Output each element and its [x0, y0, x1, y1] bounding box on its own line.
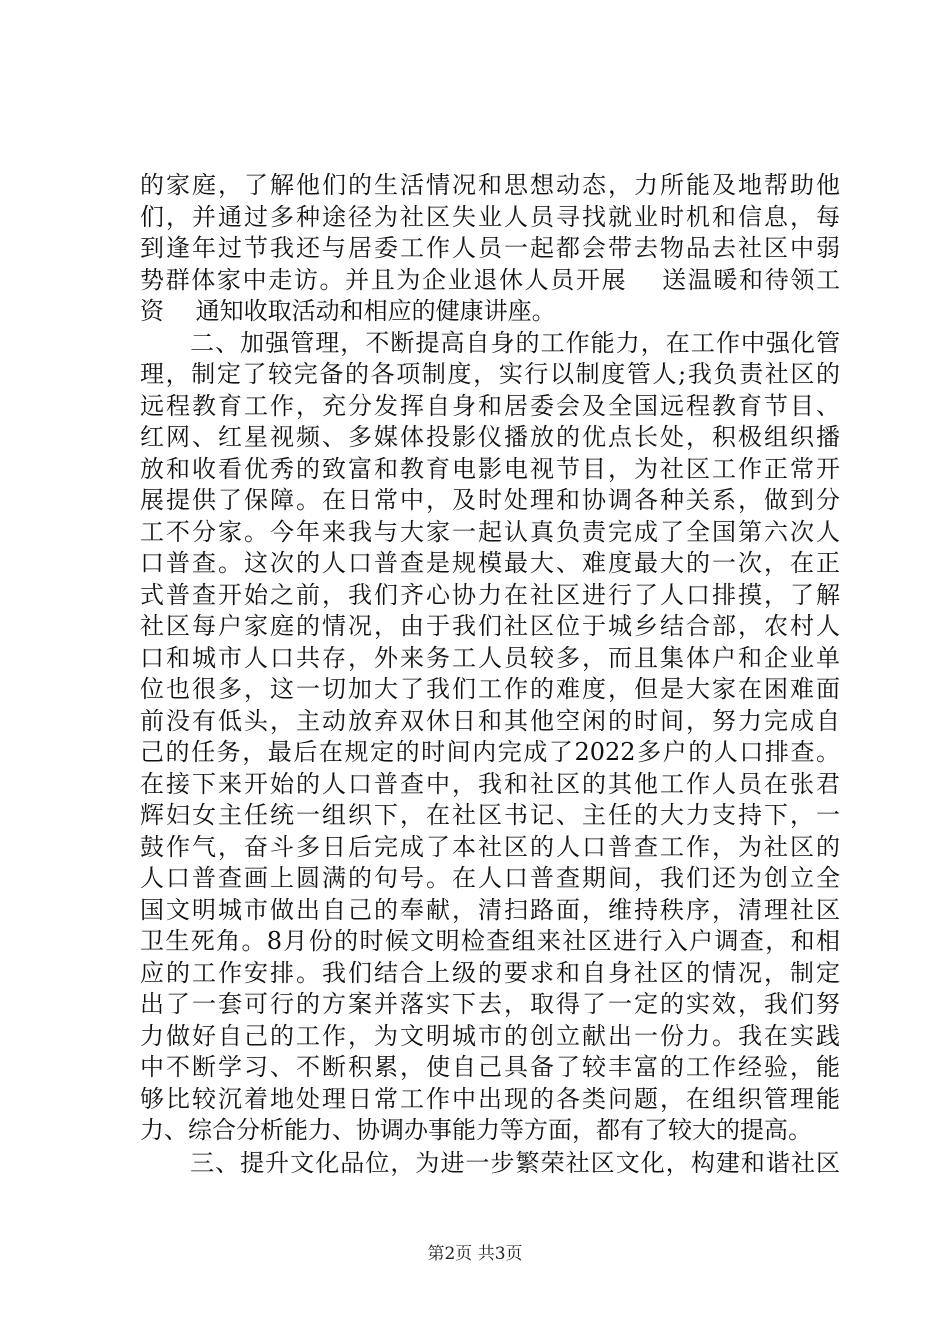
text-line: 口和城市人口共存，外来务工人员较多，而且集体户和企业单: [140, 643, 840, 672]
text-line: 己的任务，最后在规定的时间内完成了2022多户的人口排查。: [140, 738, 840, 766]
text-line: 红网、红星视频、多媒体投影仪播放的优点长处，积极组织播: [140, 423, 840, 451]
text-line: 鼓作气，奋斗多日后完成了本社区的人口普查工作，为社区的: [140, 832, 840, 861]
text-line: 社区每户家庭的情况，由于我们社区位于城乡结合部，农村人: [140, 612, 840, 640]
text-line: 人口普查画上圆满的句号。在人口普查期间，我们还为创立全: [140, 864, 840, 892]
text-line: 势群体家中走访。并且为企业退休人员开展 送温暖和待领工: [140, 265, 840, 294]
text-line: 前没有低头，主动放弃双休日和其他空闲的时间，努力完成自: [140, 706, 840, 735]
text-line: 资 通知收取活动和相应的健康讲座。: [140, 297, 556, 325]
page-footer: 第2页 共3页: [427, 1244, 523, 1264]
text-line: 中不断学习、不断积累，使自己具备了较丰富的工作经验，能: [140, 1053, 840, 1081]
text-line: 二、加强管理，不断提高自身的工作能力，在工作中强化管: [140, 328, 840, 357]
text-line: 位也很多，这一切加大了我们工作的难度，但是大家在困难面: [140, 675, 840, 703]
text-line: 口普查。这次的人口普查是规模最大、难度最大的一次，在正: [140, 549, 840, 577]
section-three-heading-paragraph: [140, 1148, 840, 1180]
text-line: 展提供了保障。在日常中，及时处理和协调各种关系，做到分: [140, 486, 840, 514]
text-line: 到逢年过节我还与居委工作人员一起都会带去物品去社区中弱: [140, 234, 840, 262]
text-line: 理，制定了较完备的各项制度，实行以制度管人;我负责社区的: [140, 360, 840, 388]
text-line: 式普查开始之前，我们齐心协力在社区进行了人口排摸，了解: [140, 580, 840, 609]
text-line: 国文明城市做出自己的奉献，清扫路面，维持秩序，清理社区: [140, 895, 840, 924]
text-line: 力、综合分析能力、协调办事能力等方面，都有了较大的提高。: [140, 1116, 812, 1144]
text-line: 的家庭，了解他们的生活情况和思想动态，力所能及地帮助他: [140, 171, 840, 199]
text-line: 工不分家。今年来我与大家一起认真负责完成了全国第六次人: [140, 517, 840, 546]
text-line: 力做好自己的工作，为文明城市的创立献出一份力。我在实践: [140, 1021, 840, 1050]
text-line: 够比较沉着地处理日常工作中出现的各类问题，在组织管理能: [140, 1084, 840, 1113]
text-line: 出了一套可行的方案并落实下去，取得了一定的实效，我们努: [140, 990, 840, 1018]
text-line: 三、提升文化品位，为进一步繁荣社区文化，构建和谐社区: [140, 1149, 840, 1177]
text-line: 卫生死角。8月份的时候文明检查组来社区进行入户调查，和相: [140, 927, 840, 955]
text-line: 在接下来开始的人口普查中，我和社区的其他工作人员在张君: [140, 769, 840, 798]
text-line: 远程教育工作，充分发挥自身和居委会及全国远程教育节目、: [140, 391, 840, 420]
text-line: 应的工作安排。我们结合上级的要求和自身社区的情况，制定: [140, 958, 840, 987]
text-line: 们，并通过多种途径为社区失业人员寻找就业时机和信息，每: [140, 202, 840, 231]
text-line: 辉妇女主任统一组织下，在社区书记、主任的大力支持下，一: [140, 801, 840, 829]
text-line: 放和收看优秀的致富和教育电影电视节目，为社区工作正常开: [140, 454, 840, 483]
document-body: [140, 170, 840, 1147]
